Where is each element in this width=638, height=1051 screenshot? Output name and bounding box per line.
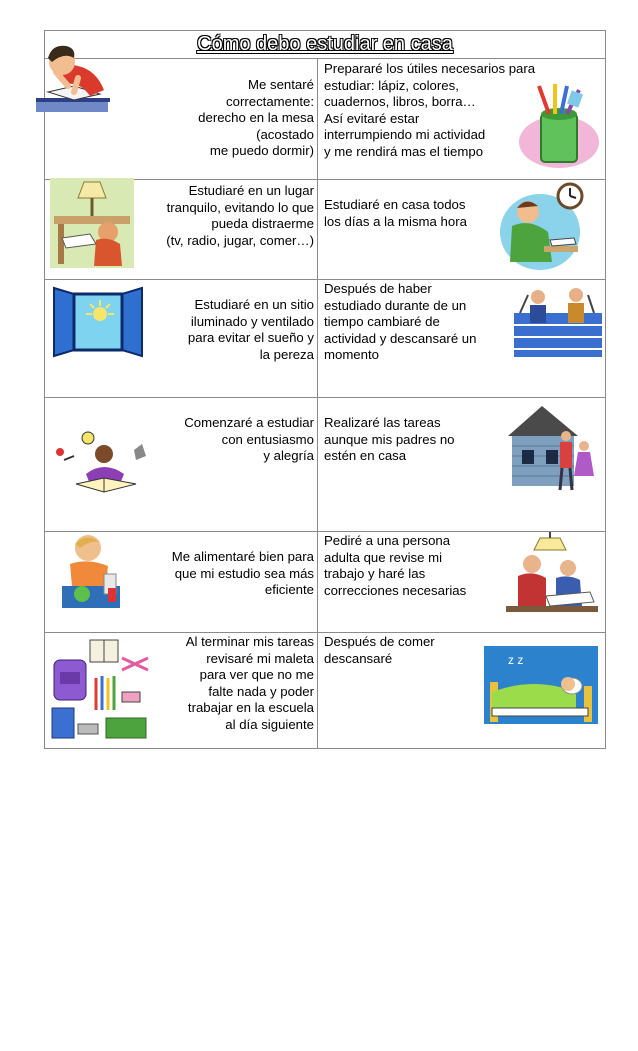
child-eating-illustration (60, 532, 124, 612)
title-row (45, 31, 605, 59)
tip-left-text: Estudiaré en un sitio iluminado y ventilado para evitar el sueño y la pereza (187, 297, 314, 362)
page-title: Cómo debo estudiar en casa (197, 33, 453, 55)
tip-left-text: Me sentaré correctamente: derecho en la mesa (acostado me puedo dormir) (198, 77, 314, 158)
open-window-illustration (50, 284, 146, 360)
svg-text:z z: z z (508, 653, 524, 667)
tip-right-text: Estudiaré en casa todos los días a la misma hora (324, 197, 467, 229)
tip-right-text: Realizaré las tareas aunque mis padres no estén en casa (324, 415, 455, 463)
column-divider (317, 280, 318, 397)
house-with-parents-illustration (508, 402, 600, 494)
pencil-cup-illustration (515, 80, 603, 172)
tip-left-text: Comenzaré a estudiar con entusiasmo y alegría (184, 415, 314, 463)
tip-left-text: Estudiaré en un lugar tranquilo, evitando lo que pueda distraerme (tv, radio, jugar, comer…) (166, 183, 314, 248)
child-sleeping-illustration (484, 646, 598, 724)
boy-reading-illustration (34, 40, 116, 124)
column-divider (317, 532, 318, 632)
adult-helping-illustration (506, 532, 598, 620)
tip-right-text: Después de haber estudiado durante de un tiempo cambiaré de actividad y descansaré un momento (324, 281, 477, 362)
tip-right-text: Después de comer descansaré (324, 634, 435, 666)
column-divider (317, 59, 318, 179)
kids-resting-illustration (514, 285, 602, 357)
child-at-desk-illustration (50, 178, 134, 268)
school-supplies-illustration (50, 638, 154, 742)
column-divider (317, 180, 318, 279)
column-divider (317, 633, 318, 748)
boy-with-clock-illustration (500, 182, 586, 274)
girl-with-ideas-illustration (50, 430, 154, 500)
tip-left-text: Me alimentaré bien para que mi estudio sea más eficiente (171, 549, 314, 597)
tip-right-text: Pediré a una persona adulta que revise mi trabajo y haré las correcciones necesarias (324, 533, 467, 598)
tip-left-text: Al terminar mis tareas revisaré mi maleta para ver que no me falte nada y poder trabajar en la escuela al día siguiente (185, 634, 314, 732)
tip-right-text: Prepararé los útiles necesarios para estudiar: lápiz, colores, cuadernos, libros, borra… Así evitaré estar interrumpiendo mi actividad y me rendirá mas el tiempo (324, 61, 536, 159)
column-divider (317, 398, 318, 531)
